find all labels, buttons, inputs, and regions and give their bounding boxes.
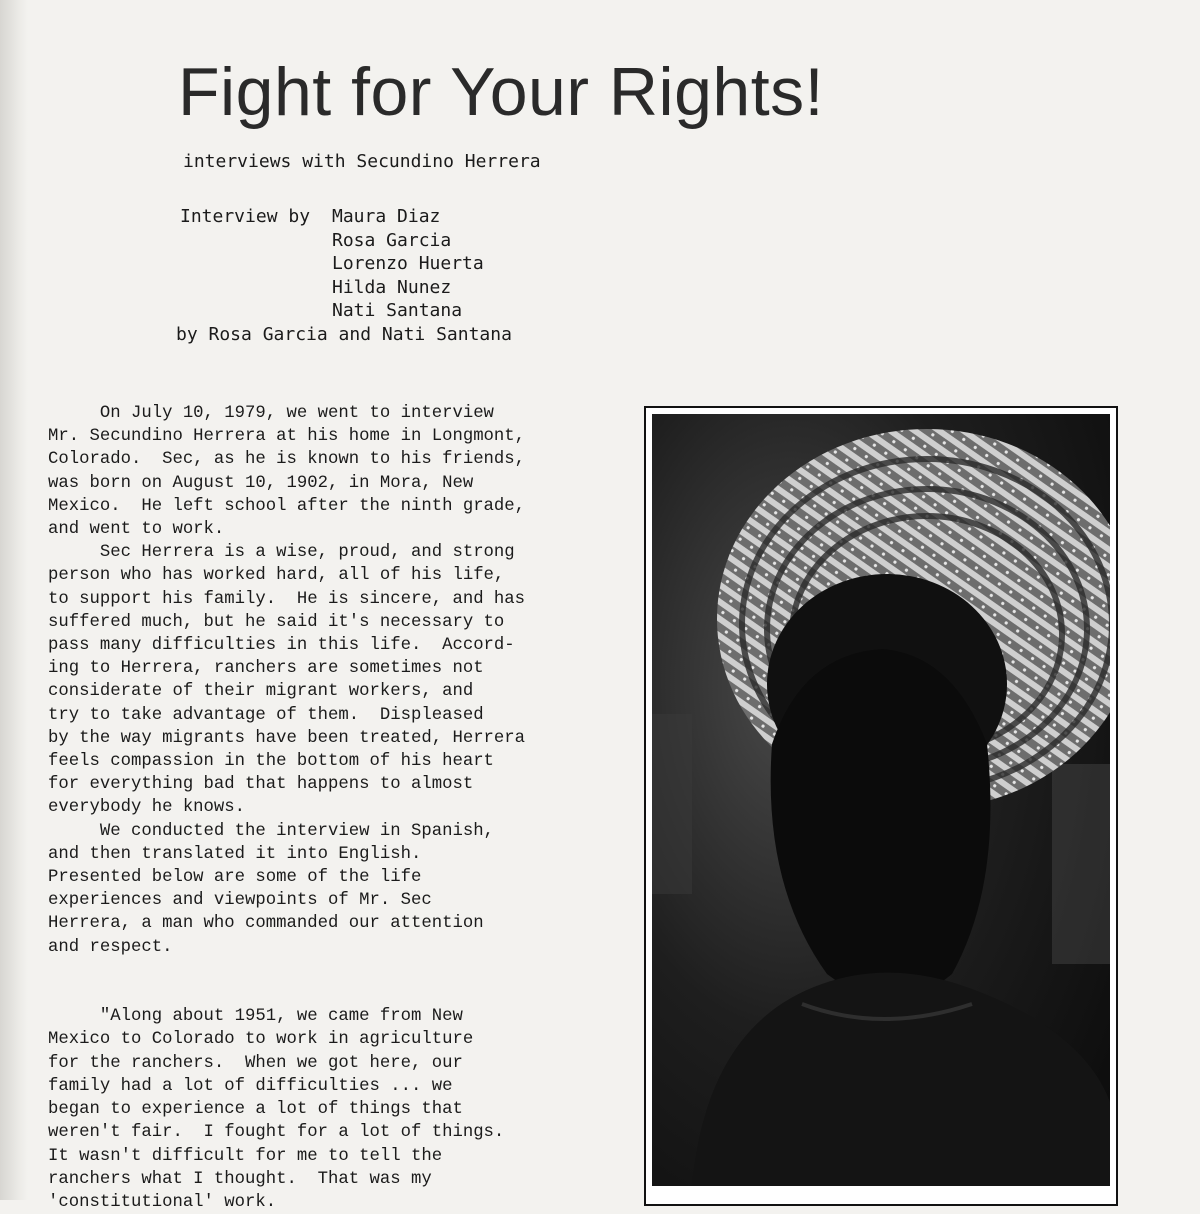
body-line: Mexico to Colorado to work in agriculture — [48, 1030, 474, 1050]
body-line: pass many difficulties in this life. Accord- — [48, 636, 515, 656]
body-line: by the way migrants have been treated, Herrera — [48, 728, 526, 748]
body-line: Sec Herrera is a wise, proud, and strong — [48, 543, 515, 563]
interview-label: Interview by — [180, 206, 311, 227]
body-line: weren't fair. I fought for a lot of things. — [48, 1123, 505, 1143]
body-line: began to experience a lot of things that — [48, 1100, 463, 1120]
body-line: experiences and viewpoints of Mr. Sec — [48, 891, 432, 911]
body-line: It wasn't difficult for me to tell the — [48, 1146, 443, 1166]
body-line: try to take advantage of them. Displeased — [48, 705, 484, 725]
interviewer-name: Maura Diaz — [332, 206, 441, 227]
body-line: "Along about 1951, we came from New — [48, 1007, 463, 1027]
body-line: Herrera, a man who commanded our attention — [48, 914, 484, 934]
page-edge — [0, 0, 28, 1200]
interviewer-name: Lorenzo Huerta — [332, 253, 484, 274]
body-line: Mr. Secundino Herrera at his home in Longmont, — [48, 427, 526, 447]
body-line: and respect. — [48, 937, 173, 957]
interviewer-name: Rosa Garcia — [332, 229, 452, 251]
body-line: considerate of their migrant workers, and — [48, 682, 474, 702]
interviewer-name: Nati Santana — [332, 300, 463, 321]
interviewer-name: Hilda Nunez — [332, 276, 452, 298]
article-body — [48, 402, 618, 1214]
body-line: Presented below are some of the life — [48, 868, 422, 888]
portrait-illustration — [652, 414, 1110, 1186]
article-title: Fight for Your Rights! — [178, 54, 825, 130]
body-line: was born on August 10, 1902, in Mora, New — [48, 473, 474, 493]
body-line: 'constitutional' work. — [48, 1192, 277, 1212]
body-line: for everything bad that happens to almost — [48, 775, 474, 795]
byline: by Rosa Garcia and Nati Santana — [176, 323, 512, 345]
body-line: ing to Herrera, ranchers are sometimes not — [48, 659, 484, 679]
body-line: person who has worked hard, all of his life, — [48, 566, 505, 586]
body-line: to support his family. He is sincere, and has — [48, 589, 526, 609]
interviewer-first-line — [180, 205, 512, 229]
body-line: We conducted the interview in Spanish, — [48, 821, 494, 841]
body-line: for the ranchers. When we got here, our — [48, 1053, 463, 1073]
body-line: family had a lot of difficulties ... we — [48, 1076, 453, 1096]
body-line: and then translated it into English. — [48, 844, 422, 864]
body-line: suffered much, but he said it's necessary to — [48, 612, 505, 632]
body-line: ranchers what I thought. That was my — [48, 1169, 432, 1189]
body-line: feels compassion in the bottom of his heart — [48, 752, 494, 772]
body-line: and went to work. — [48, 520, 225, 540]
body-line: Colorado. Sec, as he is known to his friends, — [48, 450, 526, 470]
body-line: On July 10, 1979, we went to interview — [48, 404, 494, 423]
photo-frame — [644, 406, 1118, 1206]
body-line: Mexico. He left school after the ninth grade, — [48, 496, 526, 516]
interview-credits — [176, 205, 512, 346]
body-line: everybody he knows. — [48, 798, 246, 818]
portrait-photo-icon — [652, 414, 1110, 1186]
article-subtitle: interviews with Secundino Herrera — [183, 151, 541, 172]
